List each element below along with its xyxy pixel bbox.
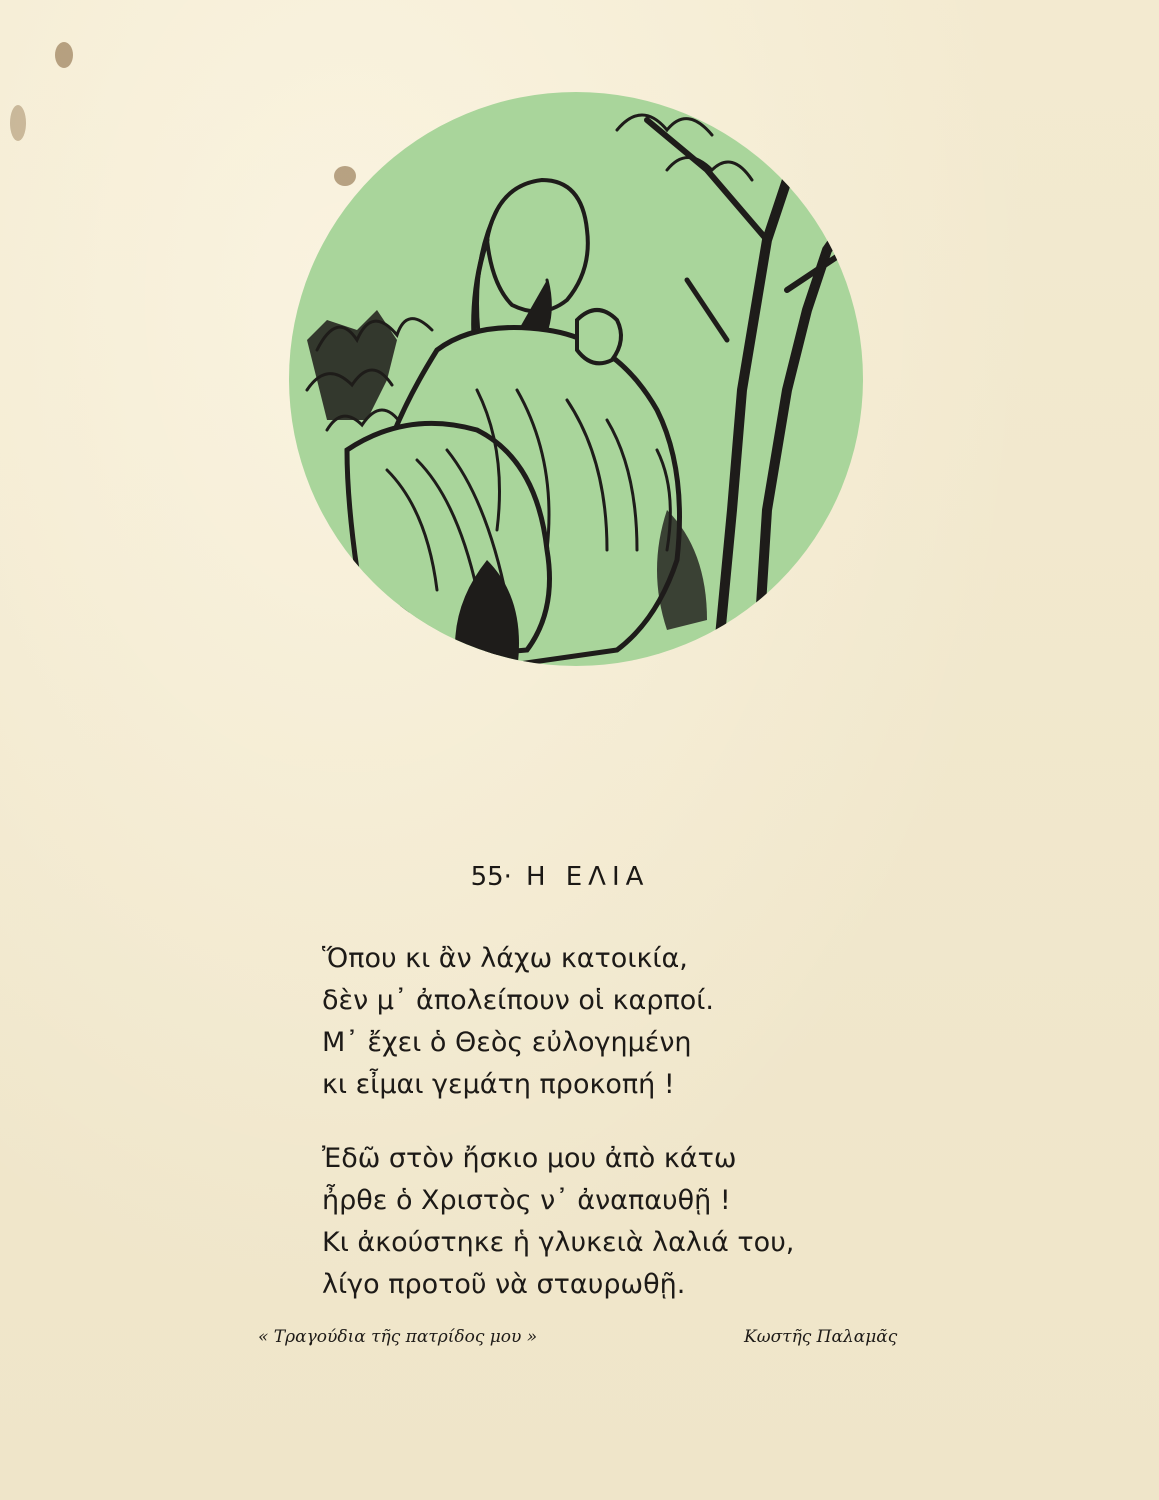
poem-title bbox=[0, 862, 1120, 892]
poem-line: ἦρθε ὁ Χριστὸς ν᾽ ἀναπαυθῇ ! bbox=[322, 1185, 731, 1216]
illustration-medallion bbox=[287, 90, 865, 668]
poem-line: κι εἶμαι γεμάτη προκοπή ! bbox=[322, 1069, 675, 1100]
poem-line: Ἐδῶ στὸν ἤσκιο μου ἀπὸ κάτω bbox=[322, 1143, 737, 1174]
poem-line: Ὅπου κι ἂν λάχω κατοικία, bbox=[322, 943, 688, 974]
poem-line: λίγο προτοῦ νὰ σταυρωθῇ. bbox=[322, 1269, 686, 1300]
poem-line: Μ᾽ ἔχει ὁ Θεὸς εὐλογημένη bbox=[322, 1027, 692, 1058]
poem-line: Κι ἀκούστηκε ἡ γλυκειὰ λαλιά του, bbox=[322, 1227, 795, 1258]
stain-mark bbox=[10, 105, 26, 141]
stain-mark bbox=[55, 42, 73, 68]
poem-stanza-1 bbox=[322, 938, 714, 1106]
poem-title-text: Η ΕΛΙΑ bbox=[525, 862, 650, 892]
author-name: Κωστῆς Παλαμᾶς bbox=[744, 1327, 898, 1347]
poem-stanza-2 bbox=[322, 1138, 794, 1306]
poem-line: δὲν μ᾽ ἀπολείπουν οἱ καρποί. bbox=[322, 985, 714, 1016]
poem-number: 55· bbox=[470, 862, 512, 892]
source-citation: « Τραγούδια τῆς πατρίδος μου » bbox=[258, 1327, 538, 1347]
